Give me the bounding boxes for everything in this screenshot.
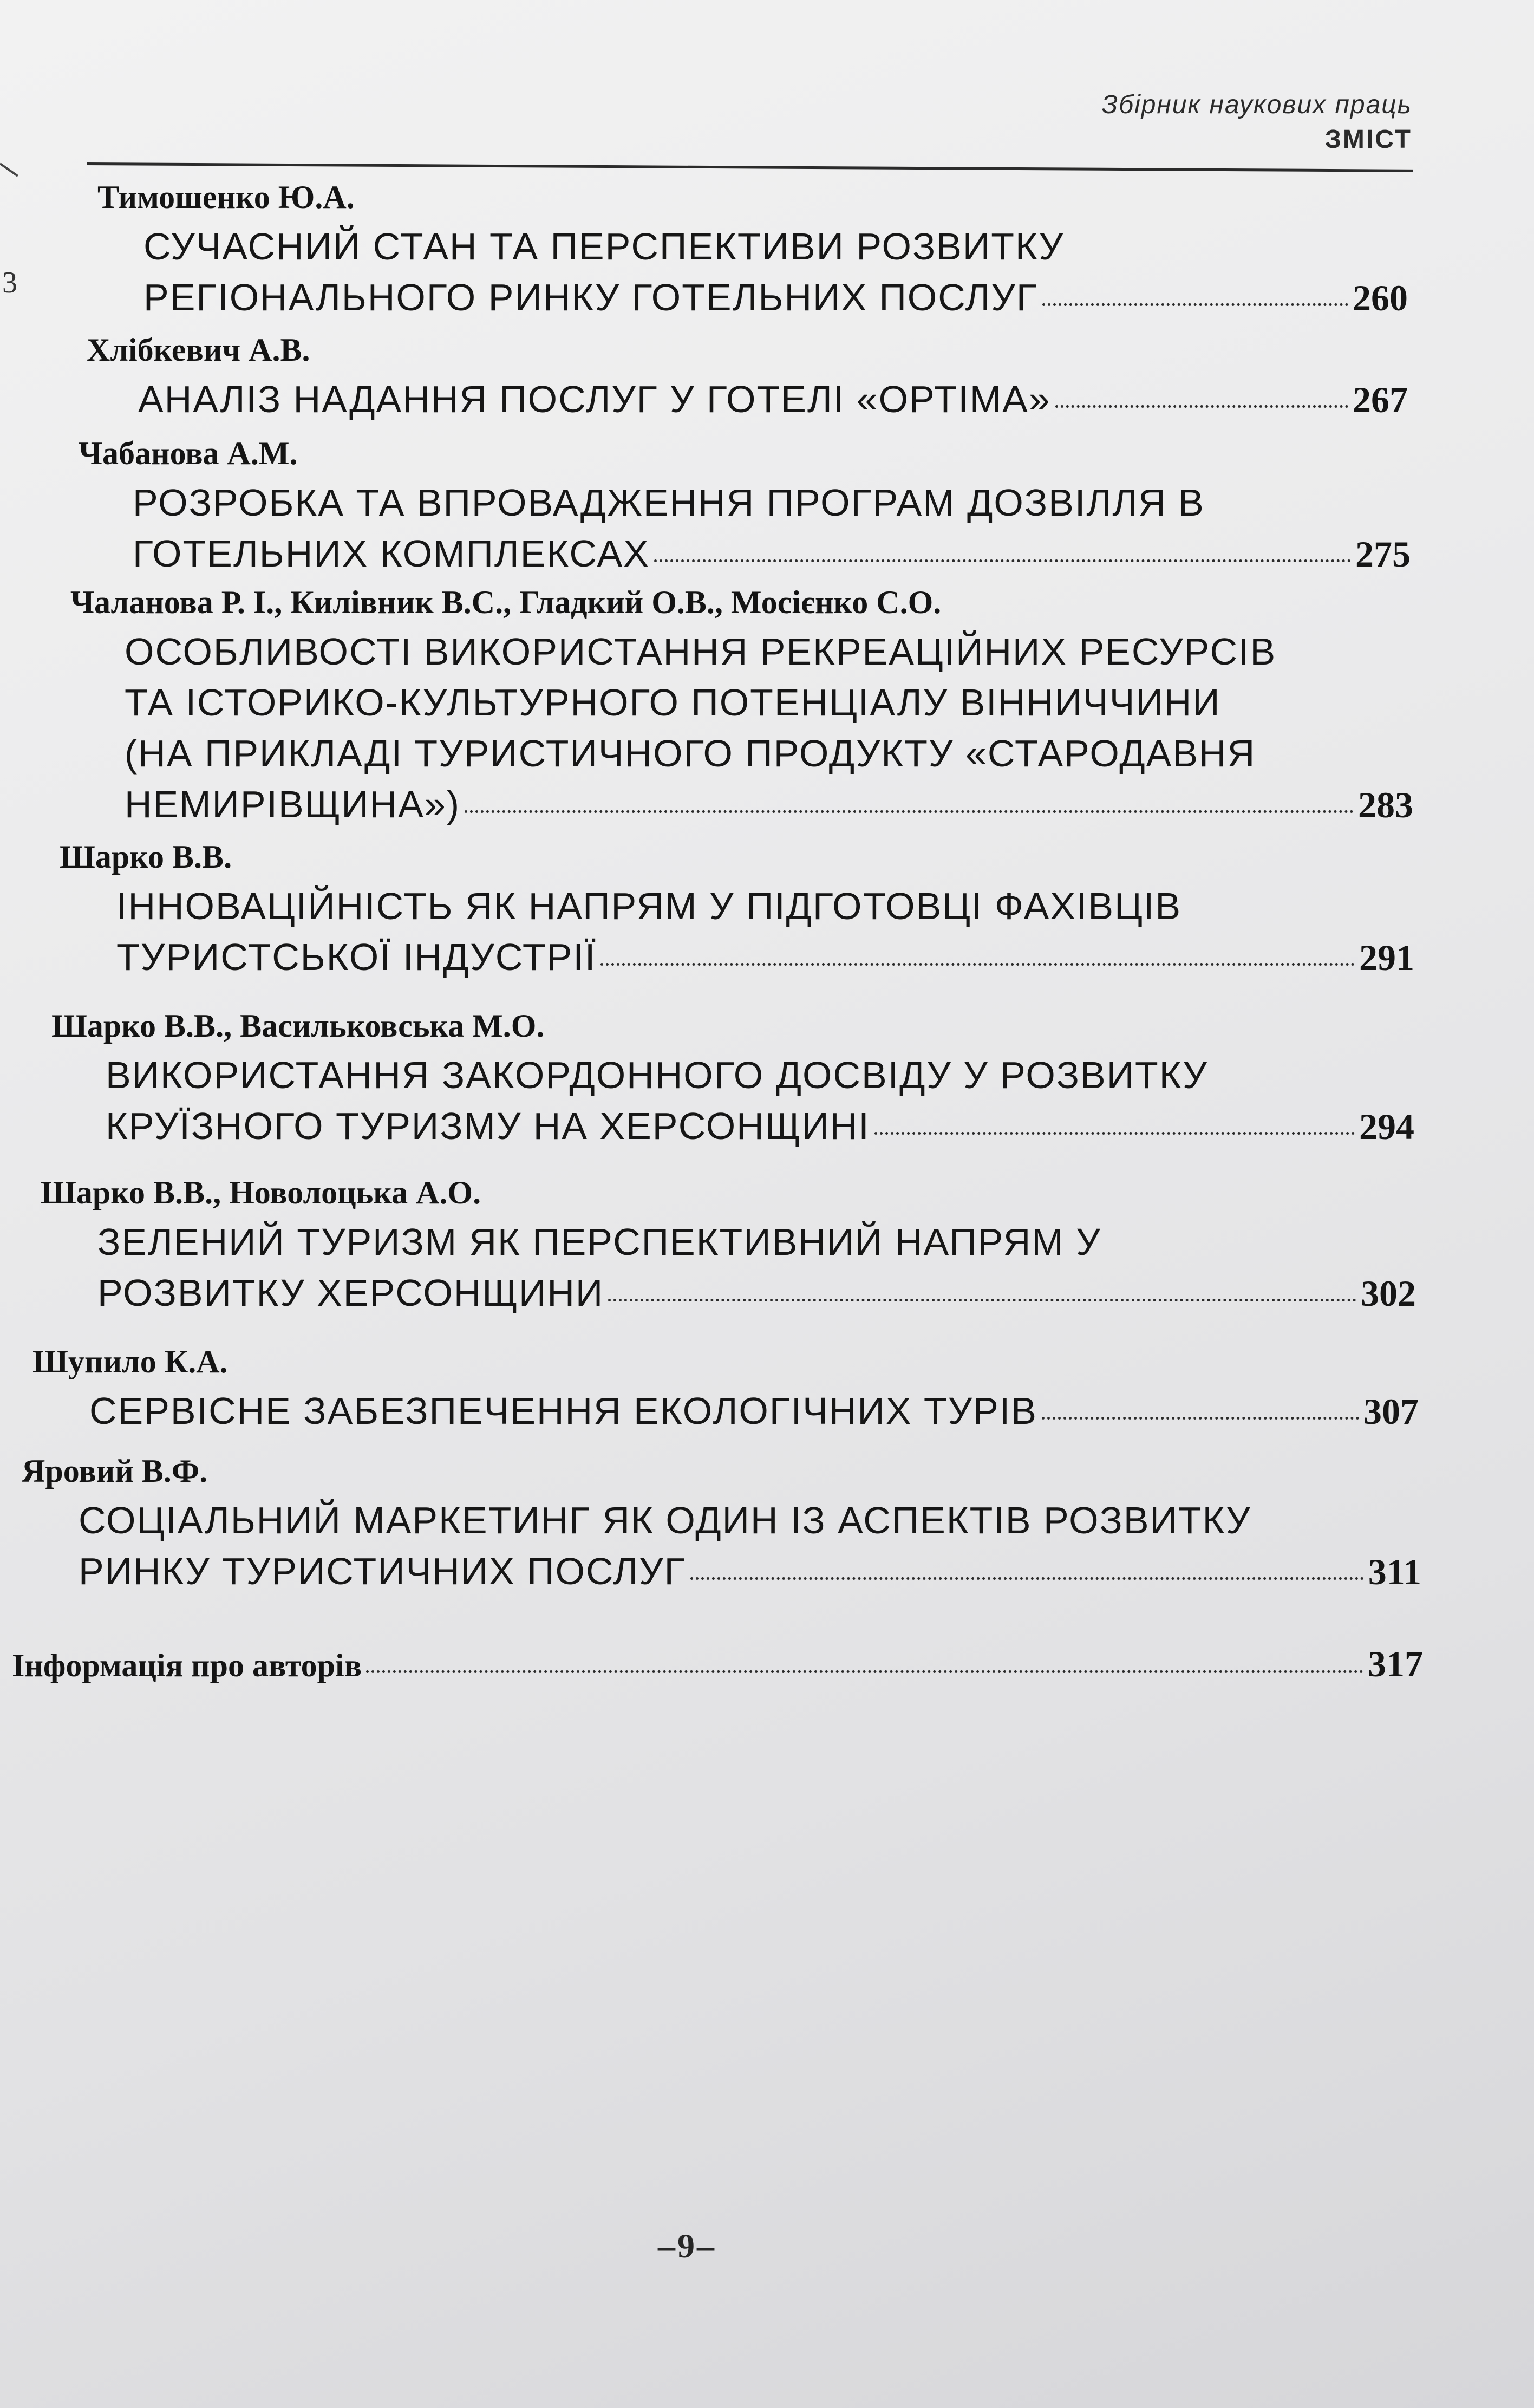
collection-title: Збірник наукових праць (1101, 90, 1412, 119)
toc-title-last-line (0, 1101, 1414, 1152)
toc-title-text: СЕРВІСНЕ ЗАБЕЗПЕЧЕННЯ ЕКОЛОГІЧНИХ ТУРІВ (89, 1390, 1037, 1432)
toc-author: Тимошенко Ю.А. (97, 179, 355, 215)
toc-page-number: 311 (1368, 1551, 1421, 1592)
dot-leader (465, 810, 1354, 813)
toc-page-number: 275 (1355, 533, 1411, 575)
toc-title-text: ТУРИСТСЬКОЇ ІНДУСТРІЇ (116, 936, 597, 978)
toc-author: Шарко В.В., Васильковська М.О. (51, 1008, 545, 1044)
dot-leader (366, 1670, 1363, 1673)
toc-title-line: ІННОВАЦІЙНІСТЬ ЯК НАПРЯМ У ПІДГОТОВЦІ ФАХІВЦІВ (116, 885, 1182, 927)
toc-entry (0, 173, 1534, 323)
toc-page-number: 267 (1353, 379, 1408, 420)
toc-entry (0, 326, 1534, 425)
section-title: ЗМІСТ (1324, 125, 1412, 154)
toc-title-last-line (0, 528, 1411, 580)
dot-leader (600, 963, 1355, 966)
toc-author: Шупило К.А. (32, 1344, 228, 1379)
toc-entry (0, 578, 1534, 830)
toc-title-line: РОЗРОБКА ТА ВПРОВАДЖЕННЯ ПРОГРАМ ДОЗВІЛЛЯ В (133, 481, 1205, 524)
toc-page-number: 291 (1359, 937, 1414, 978)
toc-entry (0, 833, 1534, 983)
toc-entry (0, 1338, 1534, 1437)
toc-author: Шарко В.В. (60, 839, 232, 875)
toc-title-line: (НА ПРИКЛАДІ ТУРИСТИЧНОГО ПРОДУКТУ «СТАРОДАВНЯ (125, 732, 1256, 775)
dot-leader (690, 1577, 1364, 1580)
toc-page-number: 302 (1361, 1273, 1416, 1314)
toc-title-text: НЕМИРІВЩИНА») (125, 783, 461, 825)
toc-title-line: ТА ІСТОРИКО-КУЛЬТУРНОГО ПОТЕНЦІАЛУ ВІННИЧЧИНИ (125, 681, 1221, 724)
toc-title-last-line (0, 1385, 1419, 1437)
dot-leader (1042, 303, 1348, 306)
dot-leader (654, 559, 1351, 562)
toc-entry (0, 1002, 1534, 1152)
toc-entry (0, 1169, 1534, 1319)
toc-author: Шарко В.В., Новолоцька А.О. (41, 1175, 481, 1210)
toc-title-last-line (0, 1546, 1421, 1597)
toc-title-last-line (0, 779, 1413, 830)
dot-leader (608, 1299, 1356, 1301)
authors-info-page-number: 317 (1368, 1643, 1423, 1684)
page-edge-digit: 3 (2, 266, 17, 300)
toc-entry (0, 1447, 1534, 1597)
toc-title-last-line (0, 272, 1408, 323)
toc-authors-info (0, 1640, 1423, 1689)
toc-title-text: РИНКУ ТУРИСТИЧНИХ ПОСЛУГ (79, 1550, 686, 1592)
toc-author: Чаланова Р. І., Килівник В.С., Гладкий О.В., Мосієнко С.О. (70, 584, 942, 620)
toc-title-line: ЗЕЛЕНИЙ ТУРИЗМ ЯК ПЕРСПЕКТИВНИЙ НАПРЯМ У (97, 1221, 1101, 1263)
toc-title-line: ОСОБЛИВОСТІ ВИКОРИСТАННЯ РЕКРЕАЦІЙНИХ РЕСУРСІВ (125, 630, 1277, 673)
dot-leader (1055, 405, 1348, 408)
toc-entry (0, 429, 1534, 580)
toc-title-text: РОЗВИТКУ ХЕРСОНЩИНИ (97, 1272, 604, 1314)
toc-title-text: ГОТЕЛЬНИХ КОМПЛЕКСАХ (133, 532, 650, 575)
toc-title-last-line (0, 1267, 1416, 1319)
dot-leader (874, 1132, 1355, 1135)
toc-title-text: РЕГІОНАЛЬНОГО РИНКУ ГОТЕЛЬНИХ ПОСЛУГ (143, 276, 1038, 318)
toc-title-last-line (0, 374, 1408, 425)
toc-title-line: ВИКОРИСТАННЯ ЗАКОРДОННОГО ДОСВІДУ У РОЗВИТКУ (106, 1054, 1208, 1096)
running-header (1102, 87, 1412, 156)
toc-page-number: 260 (1353, 277, 1408, 318)
toc-title-text: АНАЛІЗ НАДАННЯ ПОСЛУГ У ГОТЕЛІ «ОРТІМА» (138, 378, 1051, 420)
dot-leader (1042, 1417, 1359, 1420)
toc-page-number: 294 (1359, 1106, 1414, 1147)
page-number: –9– (658, 2227, 716, 2265)
toc-page-number: 283 (1358, 784, 1413, 825)
toc-page-number: 307 (1363, 1391, 1419, 1432)
authors-info-label: Інформація про авторів (12, 1648, 362, 1683)
toc-title-last-line (0, 932, 1414, 983)
toc-author: Хлібкевич А.В. (87, 332, 310, 368)
toc-author: Чабанова А.М. (79, 435, 298, 471)
toc-author: Яровий В.Ф. (22, 1453, 208, 1489)
toc-title-line: СОЦІАЛЬНИЙ МАРКЕТИНГ ЯК ОДИН ІЗ АСПЕКТІВ РОЗВИТКУ (79, 1499, 1251, 1541)
header-rule (87, 162, 1413, 172)
toc-title-line: СУЧАСНИЙ СТАН ТА ПЕРСПЕКТИВИ РОЗВИТКУ (143, 225, 1065, 268)
toc-title-text: КРУЇЗНОГО ТУРИЗМУ НА ХЕРСОНЩИНІ (106, 1105, 870, 1147)
